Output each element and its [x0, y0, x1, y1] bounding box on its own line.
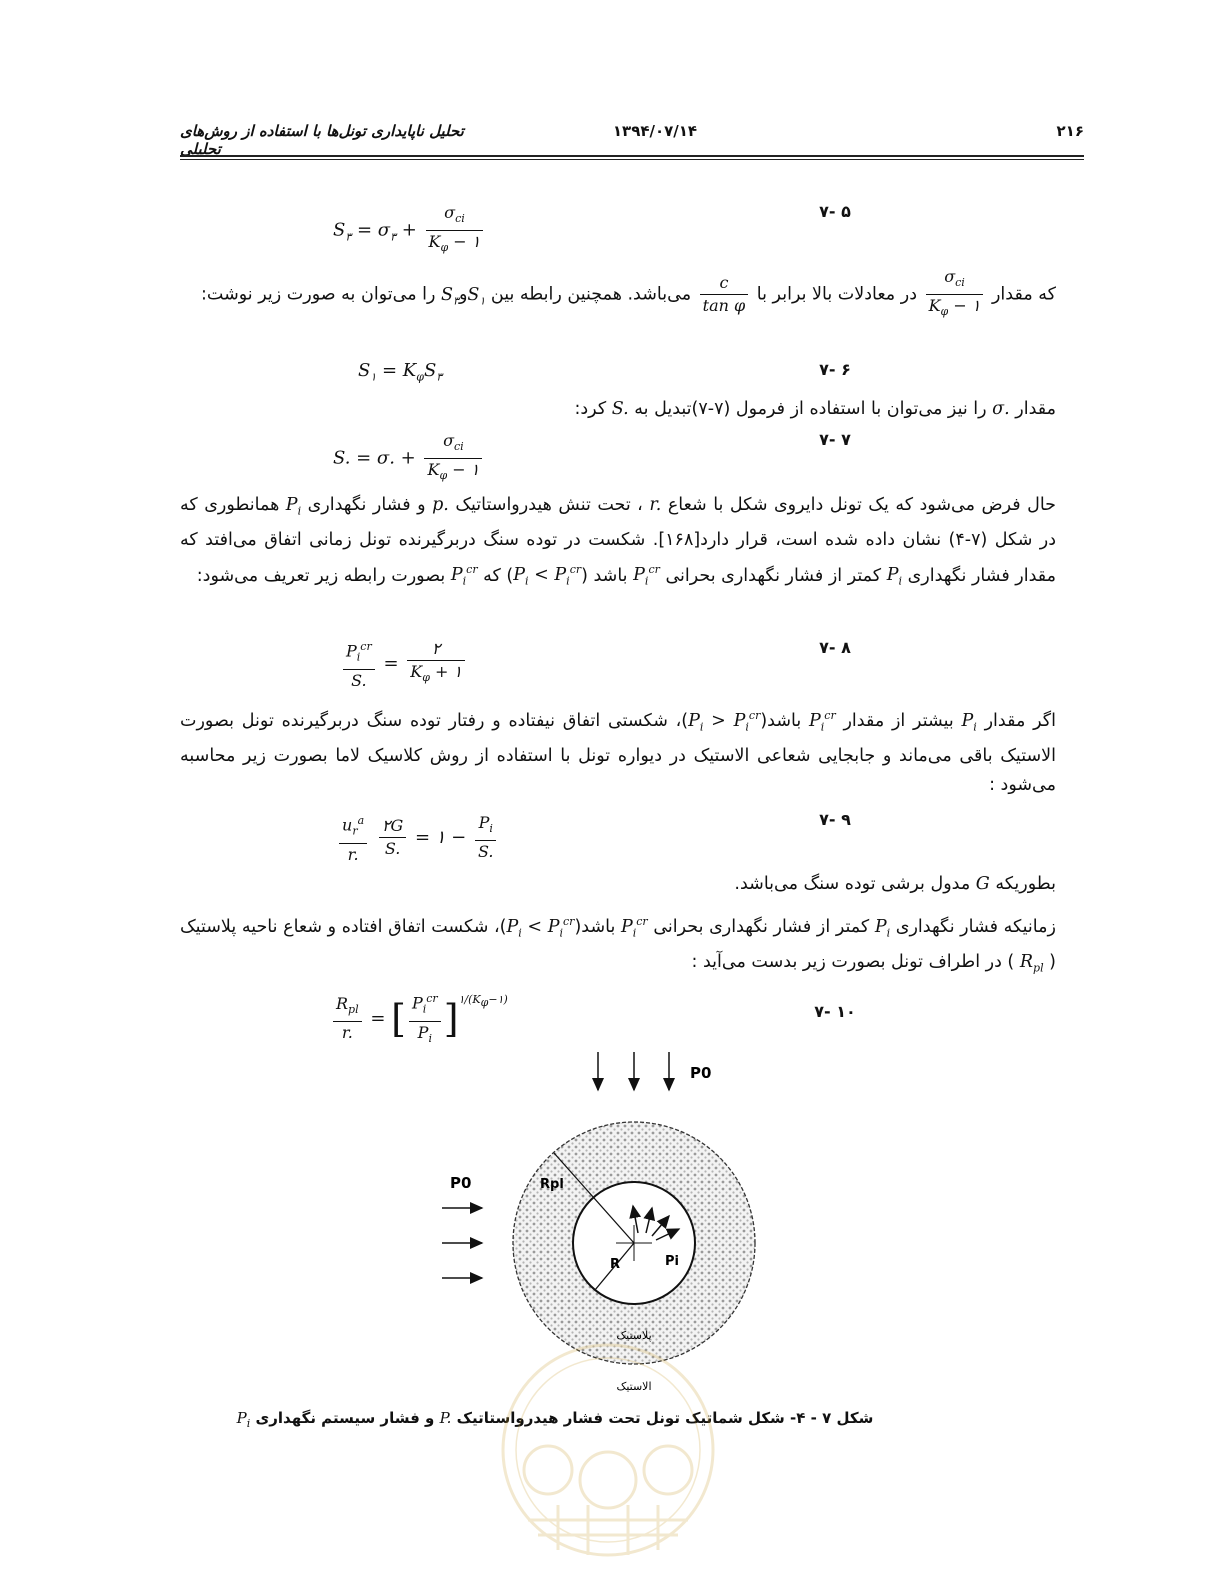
- elastic-zone-label: الاستیک: [616, 1380, 652, 1393]
- left-load-label: P0: [450, 1174, 472, 1192]
- plastic-radius-label: Rpl: [540, 1177, 564, 1192]
- equation-10-7: $\frac{R_{pl}}{r.}$ = [ $\frac{P_i^{cr}}{P_i}$ ]$^{۱/(K_\varphi-۱)}$: [330, 988, 508, 1050]
- plastic-zone-label: پلاستیک: [616, 1329, 652, 1342]
- header-date: ۱۳۹۴/۰۷/۱۴: [612, 122, 698, 140]
- equation-6-7: $S_۱ = K_\varphi S_۳$: [358, 360, 443, 384]
- equation-5-7: $S_۳ = \sigma_۳$ + $\frac{\sigma_{ci}}{K_\varphi - ۱}$: [333, 202, 486, 259]
- top-load-label: P0: [690, 1064, 712, 1082]
- paragraph: بطوریکه G مدول برشی توده سنگ می‌باشد.: [734, 874, 1056, 894]
- paragraph: که مقدار $\frac{\sigma_{ci}}{K_\varphi - ۱}$ در معادلات بالا برابر با $\frac{c}{\text{tan φ}}$ می‌باشد. همچنین رابطه بین $S_۱وS_۳$ را می‌توان به صورت زیر نوشت:: [201, 267, 1056, 319]
- equation-number: ۵ -۷: [819, 202, 851, 221]
- paragraph: اگر مقدار $P_i$ بیشتر از مقدار $P_i^{cr}$ $باشد(P_i$ > $P_i^{cr})،$ شکستی اتفاق نیفتاده و رفتار توده سنگ دربرگیرنده تونل بصورت الاستیک باقی می‌ماند و جابجایی شعاعی الاستیک در دیواره تونل با استفاده از روش کلاسیک لاما بصورت زیر محاسبه می‌شود :: [180, 709, 1056, 796]
- running-title: تحلیل ناپایداری تونل‌ها با استفاده از روش‌های تحلیلی: [180, 122, 464, 158]
- header-rule: [180, 155, 1084, 157]
- page-number: ۲۱۶: [1056, 122, 1084, 140]
- watermark-seal: [488, 1330, 728, 1570]
- support-pressure-label: Pi: [665, 1254, 679, 1269]
- header-rule-thin: [180, 159, 1084, 160]
- equation-8-7: $\frac{P_i^{cr}}{S.}$ = $\frac{۲}{K_\varphi + ۱}$: [340, 636, 468, 692]
- equation-7-7: S. = σ. + $\frac{\sigma_{ci}}{K_\varphi - ۱}$: [333, 430, 485, 487]
- equation-number: ۷ -۷: [819, 430, 851, 449]
- equation-number: ۶ -۷: [819, 360, 851, 379]
- figure-caption: شکل ۷ - ۴- شکل شماتیک تونل تحت فشار هیدرواستاتیک P. و فشار سیستم نگهداری $P_i$: [236, 1409, 874, 1430]
- equation-number: ۸ -۷: [819, 638, 851, 657]
- tunnel-radius-label: R: [610, 1257, 621, 1272]
- equation-number: ۱۰ -۷: [814, 1002, 856, 1021]
- equation-9-7: $\frac{u_r^a}{r.}$ $\frac{۲G}{S.}$ = ۱ − $\frac{P_i}{S.}$: [336, 810, 499, 866]
- paragraph: حال فرض می‌شود که یک تونل دایروی شکل با شعاع r. ، تحت تنش هیدرواستاتیک p. و فشار نگهداری $P_i$ همانطوری که در شکل (۷-۴) نشان داده شده است، قرار دارد[۱۶۸]. شکست در توده سنگ دربرگیرنده تونل زمانی اتفاق می‌افتد که مقدار فشار نگهداری $P_i$ کمتر از فشار نگهداری بحرانی $P_i^{cr}$ باشد $(P_i < P_i^{cr})$ که $P_i^{cr}$ بصورت رابطه زیر تعریف می‌شود:: [180, 495, 1057, 588]
- equation-number: ۹ -۷: [819, 810, 851, 829]
- paragraph: زمانیکه فشار نگهداری $P_i$ کمتر از فشار نگهداری بحرانی $P_i^{cr}$ $باشد(P_i$ < $P_i^{cr})،$ شکست اتفاق افتاده و شعاع ناحیه پلاستیک ( $R_{pl}$ ) در اطراف تونل بصورت زیر بدست می‌آید :: [180, 915, 1056, 975]
- paragraph: مقدار σ. را نیز می‌توان با استفاده از فرمول (۷-۷)تبدیل به S. کرد:: [574, 399, 1056, 419]
